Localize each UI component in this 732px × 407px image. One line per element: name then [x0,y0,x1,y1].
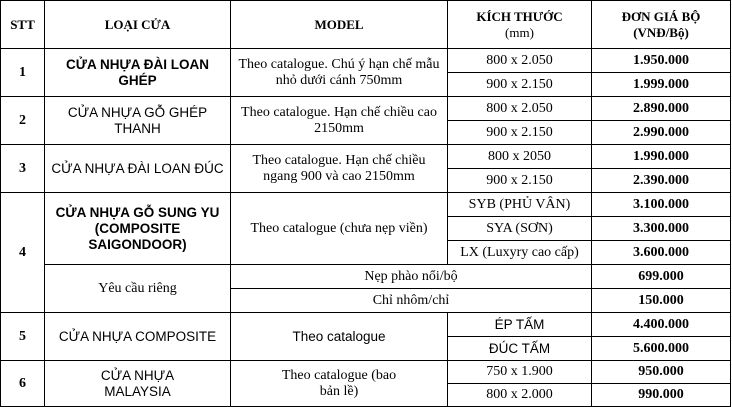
size-cell: ĐÚC TẤM [448,337,592,361]
size-cell: 900 x 2.150 [448,73,592,97]
price-cell: 3.600.000 [592,241,731,265]
special-item-name: Chỉ nhôm/chỉ [231,289,592,313]
price-cell: 3.100.000 [592,193,731,217]
table-row [1,97,731,121]
price-cell: 5.600.000 [592,337,731,361]
header-size [448,1,592,49]
row-stt: 4 [1,193,45,313]
size-cell: 900 x 2.150 [448,169,592,193]
table-row [1,145,731,169]
table-row [1,361,731,384]
model-note: Theo catalogue. Chú ý hạn chế mẫu nhỏ dưới cánh 750mm [231,49,448,97]
row-stt: 6 [1,361,45,407]
size-cell: SYB (PHỦ VÂN) [448,193,592,217]
price-cell: 1.990.000 [592,145,731,169]
row-stt: 1 [1,49,45,97]
price-cell: 2.890.000 [592,97,731,121]
model-note: Theo catalogue [231,313,448,361]
size-cell: 800 x 2050 [448,145,592,169]
header-size-title: KÍCH THƯỚC [476,8,563,24]
table-row [1,313,731,337]
model-note: Theo catalogue (bao bản lề) [231,361,448,407]
header-stt: STT [1,1,45,49]
door-type: CỬA NHỰA ĐÀI LOAN GHÉP [45,49,231,97]
table-row [1,49,731,73]
header-price-title: ĐƠN GIÁ BỘ [621,8,701,24]
size-cell: 750 x 1.900 [448,361,592,384]
row-stt: 3 [1,145,45,193]
row-stt: 5 [1,313,45,361]
door-type: CỬA NHỰA MALAYSIA [45,361,231,407]
row-stt: 2 [1,97,45,145]
model-note: Theo catalogue (chưa nẹp viền) [231,193,448,265]
door-type: CỬA NHỰA GỖ GHÉP THANH [45,97,231,145]
door-type: CỬA NHỰA GỖ SUNG YU (COMPOSITE SAIGONDOOR) [45,193,231,265]
size-cell: LX (Luxyry cao cấp) [448,241,592,265]
special-request-label: Yêu cầu riêng [45,265,231,313]
table-row [1,193,731,217]
price-cell: 699.000 [592,265,731,289]
special-item-name: Nẹp phào nổi/bộ [231,265,592,289]
model-note: Theo catalogue. Hạn chế chiều cao 2150mm [231,97,448,145]
door-type: CỬA NHỰA ĐÀI LOAN ĐÚC [45,145,231,193]
size-cell: 800 x 2.000 [448,384,592,407]
price-cell: 1.950.000 [592,49,731,73]
size-cell: SYA (SƠN) [448,217,592,241]
price-cell: 2.990.000 [592,121,731,145]
price-cell: 1.999.000 [592,73,731,97]
model-note: Theo catalogue. Hạn chế chiều ngang 900 và cao 2150mm [231,145,448,193]
header-model: MODEL [231,1,448,49]
size-cell: ÉP TẤM [448,313,592,337]
table-row [1,265,731,289]
price-cell: 3.300.000 [592,217,731,241]
door-type: CỬA NHỰA COMPOSITE [45,313,231,361]
header-price [592,1,731,49]
size-cell: 800 x 2.050 [448,49,592,73]
price-cell: 950.000 [592,361,731,384]
size-cell: 900 x 2.150 [448,121,592,145]
header-size-unit: (mm) [505,24,534,40]
price-cell: 990.000 [592,384,731,407]
price-cell: 150.000 [592,289,731,313]
header-price-unit: (VNĐ/Bộ) [633,24,689,40]
price-cell: 4.400.000 [592,313,731,337]
header-door-type: LOẠI CỬA [45,1,231,49]
header-row [1,1,731,49]
price-cell: 2.390.000 [592,169,731,193]
size-cell: 800 x 2.050 [448,97,592,121]
